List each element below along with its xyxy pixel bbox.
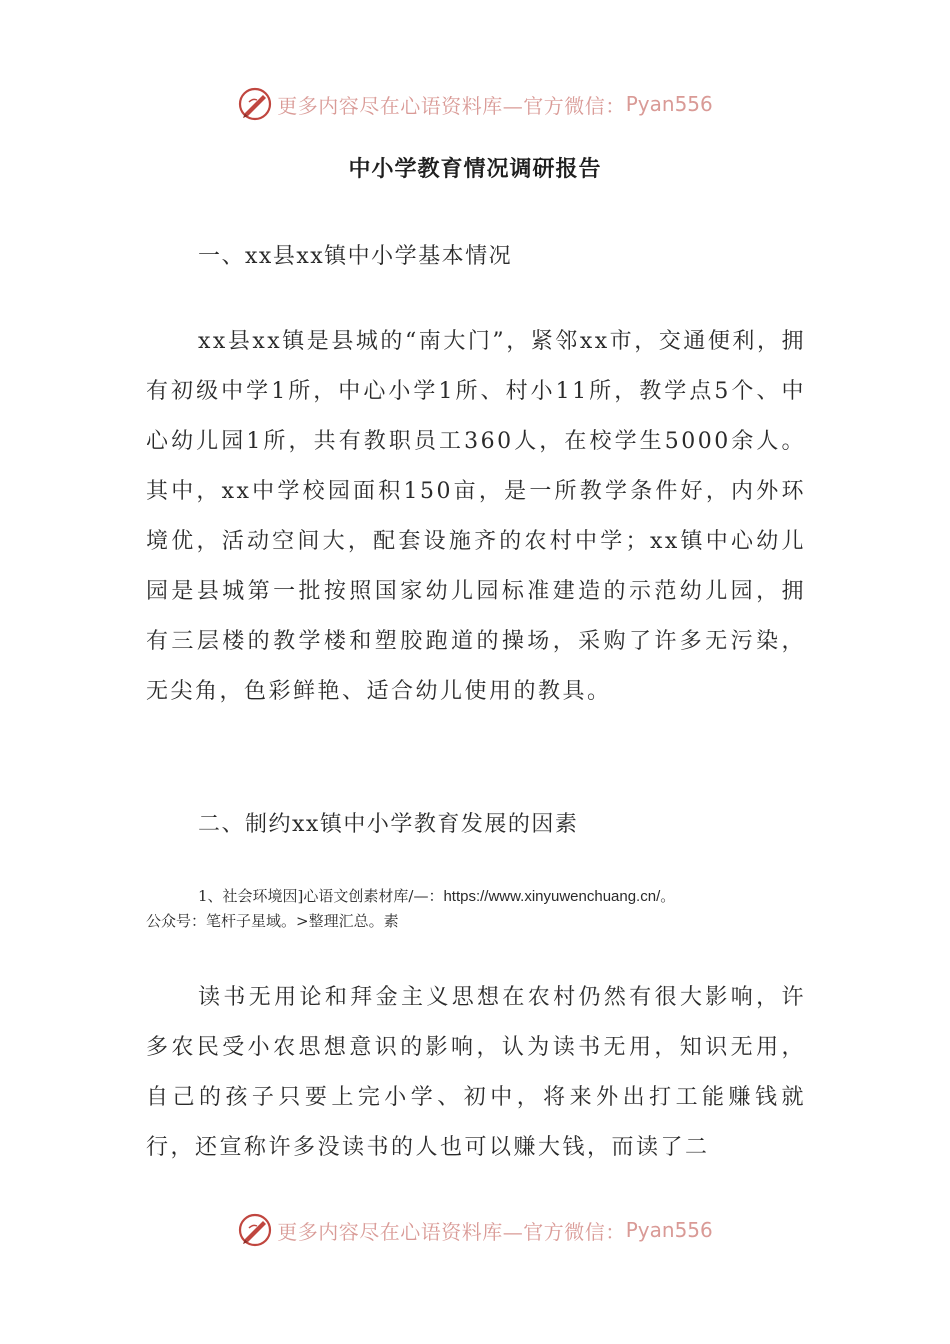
source-note-prefix: 1、社会环境因]心语文创素材库/—： <box>198 887 444 905</box>
section2-heading: 二、制约xx镇中小学教育发展的因素 <box>198 812 579 837</box>
watermark-banner-top <box>0 82 950 126</box>
section2-body <box>146 973 806 1173</box>
source-note-line1 <box>146 884 806 909</box>
section2-heading-block <box>146 800 806 850</box>
watermark-text: 更多内容尽在心语资料库—官方微信： <box>277 93 626 118</box>
source-note-suffix: 。 <box>660 887 676 905</box>
watermark-banner-bottom <box>0 1208 950 1252</box>
section1-heading-block <box>146 232 806 282</box>
section1-body <box>146 317 806 717</box>
source-note-url: https://www.xinyuwenchuang.cn/ <box>443 888 661 905</box>
document-title: 中小学教育情况调研报告 <box>348 156 602 182</box>
pen-logo-icon <box>237 1212 273 1248</box>
source-note-line2: 公众号：笔杆子星域。>整理汇总。素 <box>146 912 399 930</box>
section1-paragraph: xx县xx镇是县城的“南大门”，紧邻xx市，交通便利，拥有初级中学1所，中心小学1所、村小11所，教学点5个、中心幼儿园1所，共有教职员工360人，在校学生5000余人。其中，xx中学校园面积150亩，是一所教学条件好，内外环境优，活动空间大，配套设施齐的农村中学；xx镇中心幼儿园是县城第一批按照国家幼儿园标准建造的示范幼儿园，拥有三层楼的教学楼和塑胶跑道的操场，采购了许多无污染，无尖角，色彩鲜艳、适合幼儿使用的教具。 <box>146 329 806 704</box>
section1-heading: 一、xx县xx镇中小学基本情况 <box>198 244 513 269</box>
source-note <box>146 884 806 933</box>
pen-logo-icon <box>237 86 273 122</box>
watermark-wechat-id: Pyan556 <box>625 1218 713 1242</box>
watermark-wechat-id: Pyan556 <box>625 92 713 116</box>
watermark-text: 更多内容尽在心语资料库—官方微信： <box>277 1219 626 1244</box>
section2-paragraph: 读书无用论和拜金主义思想在农村仍然有很大影响，许多农民受小农思想意识的影响，认为读书无用，知识无用，自己的孩子只要上完小学、初中，将来外出打工能赚钱就行，还宣称许多没读书的人也可以赚大钱，而读了二 <box>146 985 806 1160</box>
